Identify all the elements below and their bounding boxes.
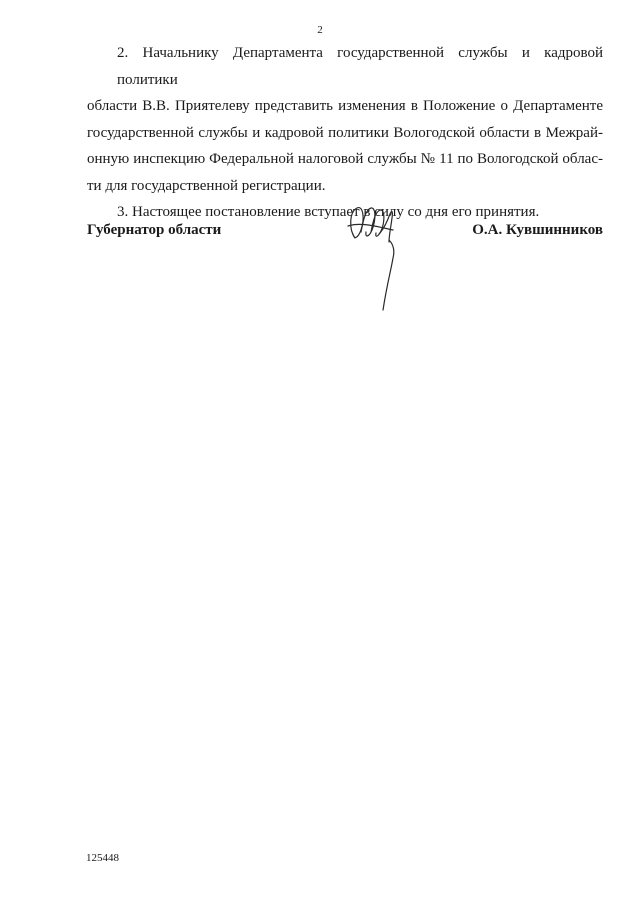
paragraph-line: ти для государственной регистрации. <box>87 177 326 194</box>
paragraph-line: 3. Настоящее постановление вступает в силу со дня его принятия. <box>117 204 540 220</box>
document-body <box>87 40 603 226</box>
signatory-name: О.А. Кувшинников <box>472 222 603 238</box>
handwritten-signature-icon <box>345 200 405 315</box>
signatory-position: Губернатор области <box>87 222 222 238</box>
document-code: 125448 <box>86 852 119 864</box>
paragraph-2 <box>87 40 603 199</box>
paragraph-line: онную инспекцию Федеральной налоговой службы № 11 по Вологодской облас- <box>87 151 603 167</box>
paragraph-line: области В.В. Приятелеву представить изменения в Положение о Департаменте <box>87 98 603 114</box>
paragraph-line: государственной службы и кадровой политики Вологодской области в Межрай- <box>87 124 603 141</box>
page-number: 2 <box>317 24 323 36</box>
paragraph-line: 2. Начальнику Департамента государственной службы и кадровой политики <box>117 45 603 88</box>
